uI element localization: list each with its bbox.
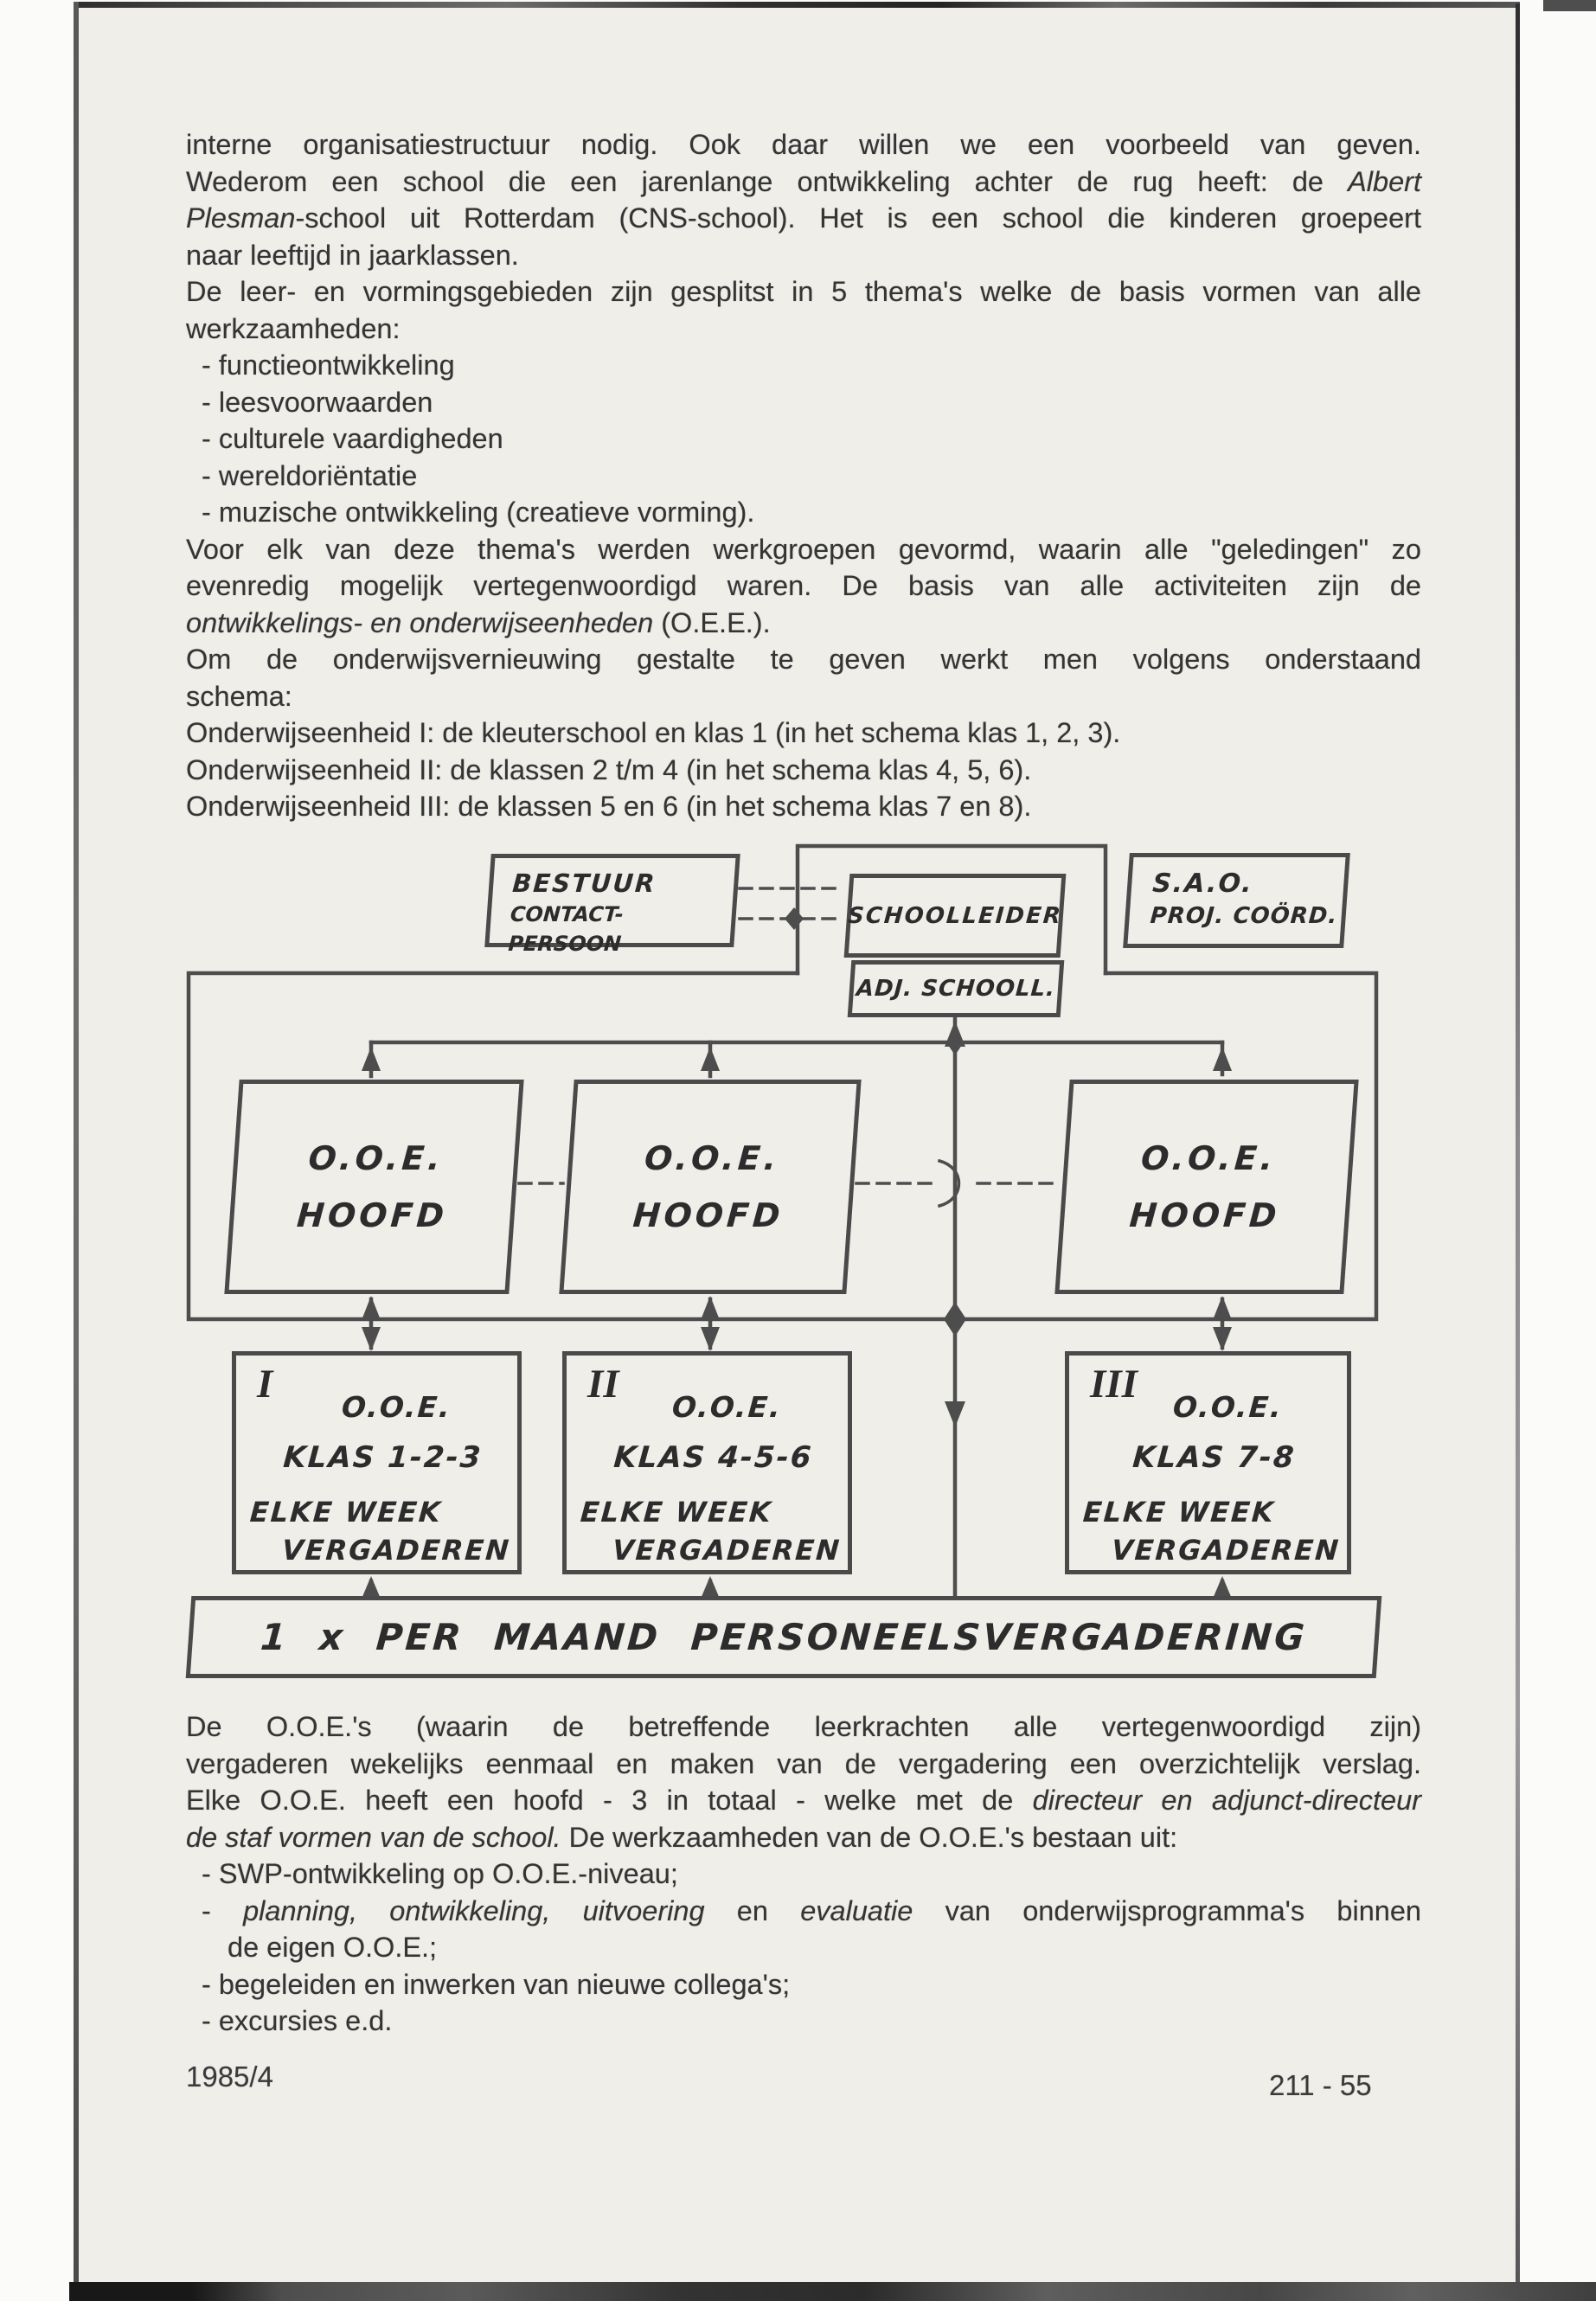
unit-klas-label: KLAS 7-8 [1131,1440,1297,1475]
text-line: naar leeftijd in jaarklassen. [186,239,519,271]
unit-numeral: III [1090,1362,1138,1407]
box-schoolleider [844,874,1067,958]
text-line: - SWP-ontwikkeling op O.O.E.-niveau; [202,1858,678,1889]
box-unit-3 [1065,1351,1351,1574]
text-line: interne organisatiestructuur nodig. Ook daar willen we een voorbeeld van geven. [186,129,1421,160]
box-unit-2 [562,1351,852,1574]
text-line: Om de onderwijsvernieuwing gestalte te geven werkt men volgens onderstaand [186,644,1421,675]
text-line: Wederom een school die een jarenlange ontwikkeling achter de rug heeft: de Albert [186,165,1421,197]
unit-ooe-label: O.O.E. [670,1390,784,1424]
unit-week-label: ELKE WEEK [579,1496,774,1529]
text-line: werkzaamheden: [186,312,401,344]
hoofd-label: HOOFD [631,1196,785,1234]
scan-edge-top [74,2,1520,8]
sao-label: S.A.O. [1151,868,1255,899]
unit-klas-label: KLAS 4-5-6 [612,1440,814,1475]
unit-numeral: I [257,1362,273,1407]
monthly-meeting-label: 1 x PER MAAND PERSONEELSVERGADERING [259,1616,1309,1658]
scan-edge-bottom [69,2282,1596,2301]
unit-vergaderen-label: VERGADEREN [280,1534,512,1567]
body-text-bottom [186,1708,1421,2040]
footer-issue: 1985/4 [186,2061,273,2093]
box-sao-proj-coord [1123,853,1350,948]
contact-persoon-label: CONTACT-PERSOON [507,902,625,956]
text-line: - culturele vaardigheden [202,423,503,454]
box-ooe-hoofd-1 [224,1080,523,1294]
text-line: Elke O.O.E. heeft een hoofd - 3 in totaal - welke met de directeur en adjunct-directeur [186,1785,1421,1816]
text-line: - begeleiden en inwerken van nieuwe collega's; [202,1968,791,2000]
unit-numeral: II [587,1362,619,1407]
text-line: de staf vormen van de school. De werkzaamheden van de O.O.E.'s bestaan uit: [186,1821,1178,1853]
unit-ooe-label: O.O.E. [340,1390,453,1424]
scan-edge-left [74,2,79,2294]
text-line: - leesvoorwaarden [202,386,433,418]
scan-edge-corner [1543,0,1596,11]
text-line: De leer- en vormingsgebieden zijn gesplitst in 5 thema's welke de basis vormen van alle [186,276,1421,307]
text-line: Onderwijseenheid I: de kleuterschool en klas 1 (in het schema klas 1, 2, 3). [186,717,1121,748]
box-unit-1 [232,1351,522,1574]
unit-vergaderen-label: VERGADEREN [611,1534,843,1567]
footer-page-number: 211 - 55 [1269,2069,1372,2101]
bestuur-label: BESTUUR [511,868,657,898]
text-line: - excursies e.d. [202,2005,393,2036]
hoofd-label: HOOFD [1128,1196,1282,1234]
ooe-label: O.O.E. [643,1139,781,1177]
box-ooe-hoofd-3 [1054,1080,1358,1294]
unit-week-label: ELKE WEEK [248,1496,444,1529]
box-adjunct-schoolleider [848,960,1065,1017]
text-line: Plesman-school uit Rotterdam (CNS-school). Het is een school die kinderen groepeert [186,202,1421,234]
text-line: Onderwijseenheid II: de klassen 2 t/m 4 (in het schema klas 4, 5, 6). [186,753,1032,785]
unit-week-label: ELKE WEEK [1081,1496,1277,1529]
ooe-label: O.O.E. [1139,1139,1278,1177]
text-line: ontwikkelings- en onderwijseenheden (O.E.E.). [186,606,771,638]
text-line: De O.O.E.'s (waarin de betreffende leerkrachten alle vertegenwoordigd zijn) [186,1711,1421,1742]
text-line: - muzische ontwikkeling (creatieve vorming). [202,497,755,528]
text-line: evenredig mogelijk vertegenwoordigd waren. De basis van alle activiteiten zijn de [186,570,1421,601]
schoolleider-label: SCHOOLLEIDER [847,902,1063,929]
hoofd-label: HOOFD [295,1196,449,1234]
unit-klas-label: KLAS 1-2-3 [282,1440,484,1475]
box-ooe-hoofd-2 [559,1080,861,1294]
text-line: - functieontwikkeling [202,349,455,381]
text-line: - wereldoriëntatie [202,459,418,491]
scan-edge-right [1516,3,1520,2287]
adjunct-label: ADJ. SCHOOLL. [855,976,1057,1002]
text-line: de eigen O.O.E.; [228,1932,438,1963]
text-line: vergaderen wekelijks eenmaal en maken van de vergadering een overzichtelijk verslag. [186,1747,1421,1779]
text-line: Voor elk van deze thema's werden werkgroepen gevormd, waarin alle "geledingen" zo [186,533,1421,565]
unit-ooe-label: O.O.E. [1171,1390,1285,1424]
box-bestuur [484,854,740,956]
unit-vergaderen-label: VERGADEREN [1110,1534,1342,1567]
body-text-top [186,126,1421,825]
box-monthly-meeting [186,1596,1382,1678]
ooe-label: O.O.E. [307,1139,445,1177]
text-line: - planning, ontwikkeling, uitvoering en evaluatie van onderwijsprogramma's binnen [202,1894,1421,1926]
proj-coord-label: PROJ. COÖRD. [1149,903,1339,929]
text-line: schema: [186,680,292,712]
text-line: Onderwijseenheid III: de klassen 5 en 6 (in het schema klas 7 en 8). [186,791,1032,822]
